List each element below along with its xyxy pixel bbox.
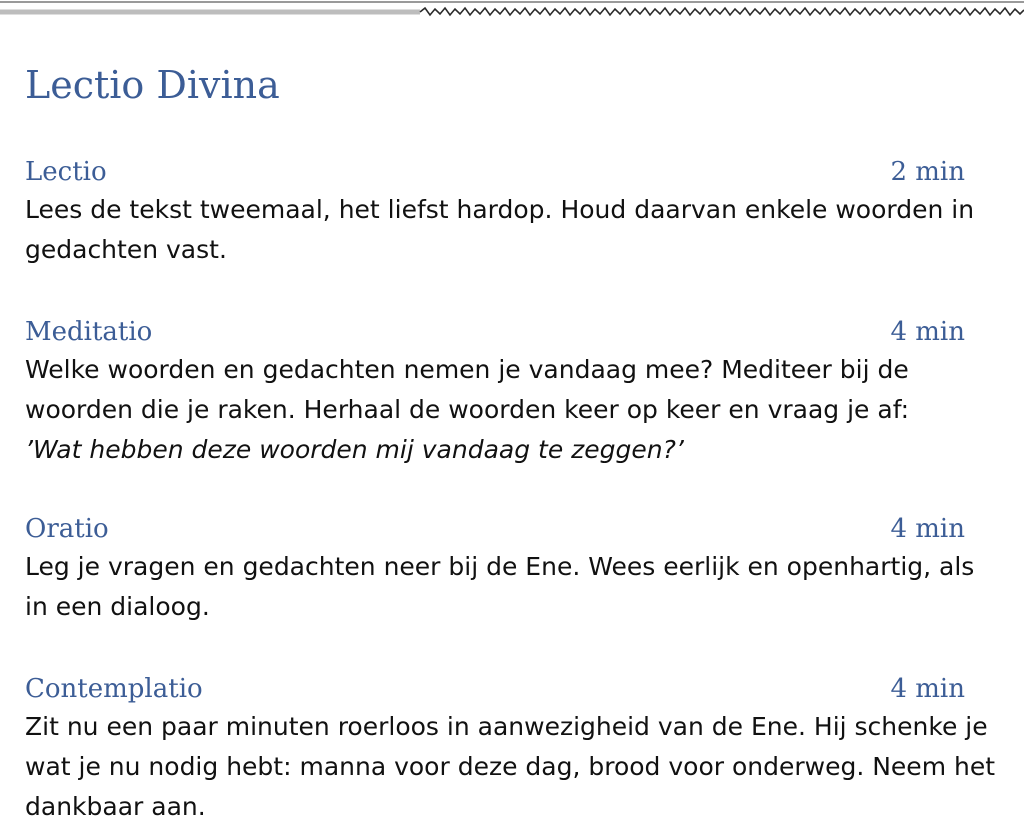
section-text: Welke woorden en gedachten nemen je vandaag mee? Mediteer bij de woorden die je raken. Herhaal de woorden keer op keer en vraag je af: [25, 355, 910, 424]
section-lectio [25, 150, 1000, 270]
page-title: Lectio Divina [25, 63, 280, 107]
section-meditatio [25, 310, 1000, 470]
section-text-block [25, 350, 1000, 470]
section-duration: 2 min [890, 157, 965, 187]
section-header [25, 507, 965, 547]
section-header [25, 667, 965, 707]
section-name: Oratio [25, 514, 109, 544]
section-text: Zit nu een paar minuten roerloos in aanwezigheid van de Ene. Hij schenke je wat je nu nodig hebt: manna voor deze dag, brood voor onderweg. Neem het dankbaar aan. [25, 712, 996, 821]
section-text: Lees de tekst tweemaal, het liefst hardop. Houd daarvan enkele woorden in gedachten vast. [25, 195, 975, 264]
section-duration: 4 min [890, 317, 965, 347]
section-duration: 4 min [890, 674, 965, 704]
section-name: Meditatio [25, 317, 153, 347]
section-quote: ’Wat hebben deze woorden mij vandaag te zeggen?’ [25, 435, 684, 464]
section-header [25, 150, 965, 190]
section-name: Lectio [25, 157, 107, 187]
section-name: Contemplatio [25, 674, 203, 704]
document-page [25, 0, 1000, 839]
section-oratio [25, 507, 1000, 627]
section-text: Leg je vragen en gedachten neer bij de Ene. Wees eerlijk en openhartig, als in een dialoog. [25, 552, 975, 621]
section-duration: 4 min [890, 514, 965, 544]
section-header [25, 310, 965, 350]
section-contemplatio [25, 667, 1000, 827]
